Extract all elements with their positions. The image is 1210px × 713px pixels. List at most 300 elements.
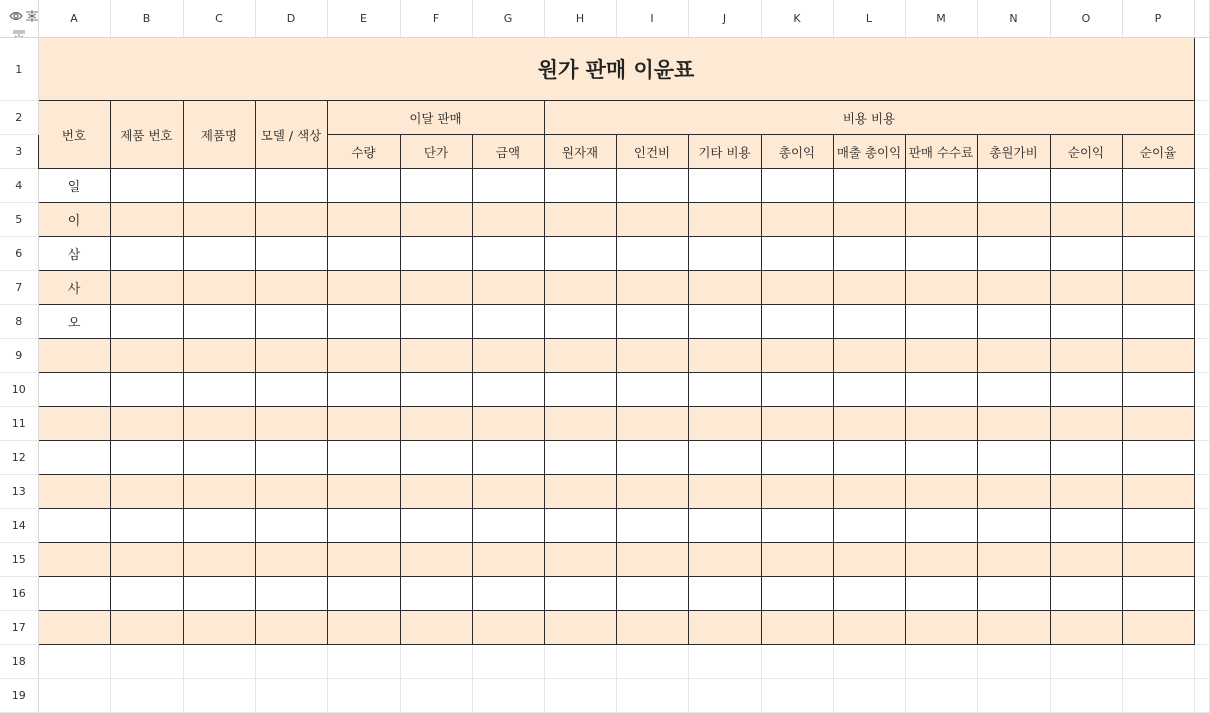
cell[interactable] [688, 407, 761, 441]
cell[interactable] [1050, 475, 1122, 509]
cell[interactable] [977, 373, 1050, 407]
cell[interactable] [255, 373, 327, 407]
cell[interactable] [761, 407, 833, 441]
cell[interactable] [1194, 135, 1209, 169]
cell[interactable] [38, 679, 110, 713]
cell[interactable] [761, 441, 833, 475]
cell[interactable] [905, 611, 977, 645]
cell[interactable] [1122, 237, 1194, 271]
cell[interactable] [327, 407, 400, 441]
row-header[interactable]: 18 [0, 645, 38, 679]
cell[interactable] [544, 203, 616, 237]
row-number-cell[interactable] [38, 611, 110, 645]
column-header[interactable]: P [1122, 0, 1194, 38]
cell[interactable] [1050, 577, 1122, 611]
cell[interactable] [255, 203, 327, 237]
cell[interactable] [977, 509, 1050, 543]
cell[interactable] [833, 305, 905, 339]
cell[interactable] [688, 611, 761, 645]
cell[interactable] [833, 407, 905, 441]
subheader[interactable]: 순이익 [1050, 135, 1122, 169]
cell[interactable] [1122, 475, 1194, 509]
row-number-cell[interactable] [38, 509, 110, 543]
cell[interactable] [327, 305, 400, 339]
cell[interactable] [183, 441, 255, 475]
cell[interactable] [472, 441, 544, 475]
cell[interactable] [977, 237, 1050, 271]
cell[interactable] [833, 543, 905, 577]
cell[interactable] [1050, 373, 1122, 407]
cell[interactable] [544, 339, 616, 373]
cell[interactable] [183, 645, 255, 679]
cell[interactable] [977, 203, 1050, 237]
cell[interactable] [1122, 339, 1194, 373]
cell[interactable] [327, 441, 400, 475]
cell[interactable] [255, 169, 327, 203]
cell[interactable] [400, 679, 472, 713]
cell[interactable] [905, 407, 977, 441]
cell[interactable] [472, 339, 544, 373]
cell[interactable] [1194, 203, 1209, 237]
cell[interactable] [400, 169, 472, 203]
cell[interactable] [400, 611, 472, 645]
cell[interactable] [38, 645, 110, 679]
cell[interactable] [255, 577, 327, 611]
cell[interactable] [472, 577, 544, 611]
row-number-cell[interactable]: 오 [38, 305, 110, 339]
cell[interactable] [761, 305, 833, 339]
cell[interactable] [544, 271, 616, 305]
cell[interactable] [1122, 679, 1194, 713]
cell[interactable] [183, 407, 255, 441]
cell[interactable] [833, 441, 905, 475]
cell[interactable] [110, 577, 183, 611]
cell[interactable] [761, 203, 833, 237]
cell[interactable] [544, 169, 616, 203]
cell[interactable] [977, 645, 1050, 679]
cell[interactable] [1122, 169, 1194, 203]
cell[interactable] [110, 203, 183, 237]
subheader[interactable]: 판매 수수료 [905, 135, 977, 169]
cell[interactable] [761, 237, 833, 271]
cell[interactable] [400, 645, 472, 679]
header-number[interactable]: 번호 [38, 101, 110, 169]
cell[interactable] [472, 169, 544, 203]
cell[interactable] [905, 645, 977, 679]
cell[interactable] [761, 373, 833, 407]
cell[interactable] [110, 237, 183, 271]
cell[interactable] [977, 543, 1050, 577]
cell[interactable] [327, 577, 400, 611]
cell[interactable] [1194, 169, 1209, 203]
freeze-rows-icon[interactable] [12, 30, 26, 38]
cell[interactable] [616, 339, 688, 373]
cell[interactable] [255, 305, 327, 339]
cell[interactable] [977, 305, 1050, 339]
cell[interactable] [977, 679, 1050, 713]
cell[interactable] [688, 475, 761, 509]
cell[interactable] [1194, 38, 1209, 101]
cell[interactable] [688, 441, 761, 475]
cell[interactable] [833, 611, 905, 645]
row-number-cell[interactable]: 일 [38, 169, 110, 203]
cell[interactable] [977, 271, 1050, 305]
cell[interactable] [183, 509, 255, 543]
cell[interactable] [761, 509, 833, 543]
cell[interactable] [761, 679, 833, 713]
row-header[interactable]: 14 [0, 509, 38, 543]
cell[interactable] [616, 271, 688, 305]
row-header[interactable]: 11 [0, 407, 38, 441]
row-header[interactable]: 12 [0, 441, 38, 475]
cell[interactable] [183, 543, 255, 577]
subheader[interactable]: 총원가비 [977, 135, 1050, 169]
column-header[interactable]: I [616, 0, 688, 38]
cell[interactable] [1122, 203, 1194, 237]
cell[interactable] [327, 203, 400, 237]
column-header[interactable]: C [183, 0, 255, 38]
row-header[interactable]: 5 [0, 203, 38, 237]
cell[interactable] [1194, 645, 1209, 679]
cell[interactable] [1122, 509, 1194, 543]
cell[interactable] [833, 237, 905, 271]
cell[interactable] [183, 237, 255, 271]
header-product-no[interactable]: 제품 번호 [110, 101, 183, 169]
cell[interactable] [1122, 611, 1194, 645]
cell[interactable] [1050, 305, 1122, 339]
cell[interactable] [400, 407, 472, 441]
eye-icon[interactable] [9, 11, 23, 21]
cell[interactable] [183, 271, 255, 305]
freeze-icon[interactable] [25, 9, 38, 23]
subheader[interactable]: 단가 [400, 135, 472, 169]
cell[interactable] [761, 577, 833, 611]
cell[interactable] [327, 237, 400, 271]
cell[interactable] [616, 543, 688, 577]
cell[interactable] [110, 339, 183, 373]
row-header[interactable]: 9 [0, 339, 38, 373]
select-all-corner[interactable] [0, 0, 38, 38]
cell[interactable] [183, 577, 255, 611]
cell[interactable] [544, 543, 616, 577]
cell[interactable] [616, 509, 688, 543]
cell[interactable] [905, 441, 977, 475]
subheader[interactable]: 원자재 [544, 135, 616, 169]
cell[interactable] [616, 611, 688, 645]
cell[interactable] [544, 645, 616, 679]
cell[interactable] [544, 373, 616, 407]
cell[interactable] [255, 509, 327, 543]
cell[interactable] [1050, 237, 1122, 271]
cell[interactable] [1050, 441, 1122, 475]
cell[interactable] [327, 679, 400, 713]
cell[interactable] [905, 169, 977, 203]
row-header[interactable]: 2 [0, 101, 38, 135]
cell[interactable] [472, 679, 544, 713]
cell[interactable] [905, 509, 977, 543]
cell[interactable] [905, 305, 977, 339]
cell[interactable] [544, 441, 616, 475]
cell[interactable] [977, 407, 1050, 441]
cell[interactable] [110, 271, 183, 305]
cell[interactable] [977, 339, 1050, 373]
cell[interactable] [905, 373, 977, 407]
cell[interactable] [616, 203, 688, 237]
cell[interactable] [616, 645, 688, 679]
cell[interactable] [833, 271, 905, 305]
cell[interactable] [110, 645, 183, 679]
cell[interactable] [688, 305, 761, 339]
cell[interactable] [255, 339, 327, 373]
column-header[interactable]: B [110, 0, 183, 38]
cell[interactable] [110, 679, 183, 713]
cell[interactable] [905, 237, 977, 271]
cell[interactable] [255, 679, 327, 713]
column-header[interactable]: D [255, 0, 327, 38]
row-header[interactable]: 10 [0, 373, 38, 407]
cell[interactable] [400, 577, 472, 611]
cell[interactable] [688, 169, 761, 203]
cell[interactable] [616, 679, 688, 713]
cell[interactable] [977, 441, 1050, 475]
cell[interactable] [616, 237, 688, 271]
cell[interactable] [400, 373, 472, 407]
row-header[interactable]: 4 [0, 169, 38, 203]
cell[interactable] [688, 543, 761, 577]
cell[interactable] [977, 611, 1050, 645]
row-header[interactable]: 19 [0, 679, 38, 713]
cell[interactable] [1050, 339, 1122, 373]
header-product-name[interactable]: 제품명 [183, 101, 255, 169]
cell[interactable] [1194, 271, 1209, 305]
cell[interactable] [472, 645, 544, 679]
cell[interactable] [183, 169, 255, 203]
row-number-cell[interactable]: 삼 [38, 237, 110, 271]
cell[interactable] [688, 237, 761, 271]
cell[interactable] [1194, 611, 1209, 645]
cell[interactable] [183, 475, 255, 509]
cell[interactable] [977, 577, 1050, 611]
column-header[interactable]: O [1050, 0, 1122, 38]
column-header[interactable]: H [544, 0, 616, 38]
cell[interactable] [1194, 407, 1209, 441]
column-header[interactable]: L [833, 0, 905, 38]
cell[interactable] [1194, 543, 1209, 577]
cell[interactable] [1122, 305, 1194, 339]
cell[interactable] [1194, 509, 1209, 543]
column-header[interactable]: E [327, 0, 400, 38]
cell[interactable] [905, 679, 977, 713]
row-number-cell[interactable] [38, 543, 110, 577]
subheader[interactable]: 수량 [327, 135, 400, 169]
cell[interactable] [688, 339, 761, 373]
cell[interactable] [1122, 373, 1194, 407]
cell[interactable] [833, 645, 905, 679]
cell[interactable] [110, 169, 183, 203]
cell[interactable] [1194, 305, 1209, 339]
cell[interactable] [1122, 543, 1194, 577]
cell[interactable] [688, 373, 761, 407]
cell[interactable] [183, 203, 255, 237]
row-header[interactable]: 3 [0, 135, 38, 169]
cell[interactable] [1122, 441, 1194, 475]
cell[interactable] [472, 305, 544, 339]
cell[interactable] [183, 339, 255, 373]
cell[interactable] [110, 407, 183, 441]
cell[interactable] [616, 169, 688, 203]
cell[interactable] [400, 305, 472, 339]
cell[interactable] [833, 679, 905, 713]
cell[interactable] [472, 543, 544, 577]
cell[interactable] [110, 509, 183, 543]
cell[interactable] [1194, 475, 1209, 509]
cell[interactable] [1122, 577, 1194, 611]
cell[interactable] [761, 611, 833, 645]
cell[interactable] [327, 373, 400, 407]
header-costs[interactable]: 비용 비용 [544, 101, 1194, 135]
cell[interactable] [255, 645, 327, 679]
cell[interactable] [327, 339, 400, 373]
cell[interactable] [255, 237, 327, 271]
cell[interactable] [1194, 577, 1209, 611]
cell[interactable] [1050, 611, 1122, 645]
table-title[interactable]: 원가 판매 이윤표 [38, 38, 1194, 101]
row-header[interactable]: 6 [0, 237, 38, 271]
cell[interactable] [1194, 339, 1209, 373]
cell[interactable] [1122, 271, 1194, 305]
header-monthly-sales[interactable]: 이달 판매 [327, 101, 544, 135]
cell[interactable] [400, 475, 472, 509]
cell[interactable] [327, 645, 400, 679]
row-number-cell[interactable] [38, 475, 110, 509]
cell[interactable] [833, 169, 905, 203]
cell[interactable] [472, 475, 544, 509]
row-number-cell[interactable] [38, 373, 110, 407]
cell[interactable] [544, 611, 616, 645]
subheader[interactable]: 매출 총이익 [833, 135, 905, 169]
cell[interactable] [688, 271, 761, 305]
cell[interactable] [544, 577, 616, 611]
column-header[interactable]: M [905, 0, 977, 38]
cell[interactable] [1194, 237, 1209, 271]
cell[interactable] [688, 509, 761, 543]
cell[interactable] [1050, 271, 1122, 305]
cell[interactable] [544, 407, 616, 441]
row-header[interactable]: 1 [0, 38, 38, 101]
cell[interactable] [761, 645, 833, 679]
cell[interactable] [472, 373, 544, 407]
cell[interactable] [1194, 441, 1209, 475]
row-number-cell[interactable] [38, 407, 110, 441]
cell[interactable] [1050, 509, 1122, 543]
cell[interactable] [1122, 407, 1194, 441]
cell[interactable] [1050, 169, 1122, 203]
cell[interactable] [905, 475, 977, 509]
row-number-cell[interactable]: 사 [38, 271, 110, 305]
cell[interactable] [472, 611, 544, 645]
cell[interactable] [327, 475, 400, 509]
row-number-cell[interactable] [38, 577, 110, 611]
cell[interactable] [1050, 543, 1122, 577]
cell[interactable] [327, 271, 400, 305]
cell[interactable] [327, 543, 400, 577]
cell[interactable] [688, 203, 761, 237]
cell[interactable] [327, 509, 400, 543]
cell[interactable] [761, 339, 833, 373]
cell[interactable] [833, 475, 905, 509]
cell[interactable] [400, 237, 472, 271]
cell[interactable] [255, 441, 327, 475]
cell[interactable] [400, 203, 472, 237]
cell[interactable] [472, 509, 544, 543]
cell[interactable] [1194, 679, 1209, 713]
cell[interactable] [905, 543, 977, 577]
cell[interactable] [183, 679, 255, 713]
cell[interactable] [833, 203, 905, 237]
cell[interactable] [905, 339, 977, 373]
cell[interactable] [1050, 679, 1122, 713]
cell[interactable] [183, 373, 255, 407]
cell[interactable] [183, 611, 255, 645]
cell[interactable] [255, 475, 327, 509]
cell[interactable] [616, 373, 688, 407]
cell[interactable] [255, 611, 327, 645]
cell[interactable] [761, 271, 833, 305]
cell[interactable] [833, 509, 905, 543]
cell[interactable] [400, 339, 472, 373]
column-header[interactable]: A [38, 0, 110, 38]
subheader[interactable]: 순이율 [1122, 135, 1194, 169]
cell[interactable] [1122, 645, 1194, 679]
cell[interactable] [472, 237, 544, 271]
cell[interactable] [616, 305, 688, 339]
cell[interactable] [110, 373, 183, 407]
cell[interactable] [110, 475, 183, 509]
cell[interactable] [472, 271, 544, 305]
row-number-cell[interactable]: 이 [38, 203, 110, 237]
row-number-cell[interactable] [38, 339, 110, 373]
cell[interactable] [255, 271, 327, 305]
cell[interactable] [833, 339, 905, 373]
cell[interactable] [905, 577, 977, 611]
cell[interactable] [761, 543, 833, 577]
cell[interactable] [833, 577, 905, 611]
cell[interactable] [400, 509, 472, 543]
cell[interactable] [688, 645, 761, 679]
cell[interactable] [255, 407, 327, 441]
cell[interactable] [400, 441, 472, 475]
cell[interactable] [1194, 101, 1209, 135]
cell[interactable] [616, 407, 688, 441]
row-header[interactable]: 15 [0, 543, 38, 577]
cell[interactable] [544, 509, 616, 543]
column-header[interactable]: K [761, 0, 833, 38]
cell[interactable] [1050, 407, 1122, 441]
cell[interactable] [833, 373, 905, 407]
cell[interactable] [110, 543, 183, 577]
cell[interactable] [544, 679, 616, 713]
column-header[interactable]: F [400, 0, 472, 38]
cell[interactable] [327, 169, 400, 203]
cell[interactable] [327, 611, 400, 645]
column-header[interactable]: G [472, 0, 544, 38]
cell[interactable] [472, 203, 544, 237]
cell[interactable] [110, 441, 183, 475]
cell[interactable] [1050, 203, 1122, 237]
row-number-cell[interactable] [38, 441, 110, 475]
header-model-color[interactable]: 모델 / 색상 [255, 101, 327, 169]
subheader[interactable]: 총이익 [761, 135, 833, 169]
